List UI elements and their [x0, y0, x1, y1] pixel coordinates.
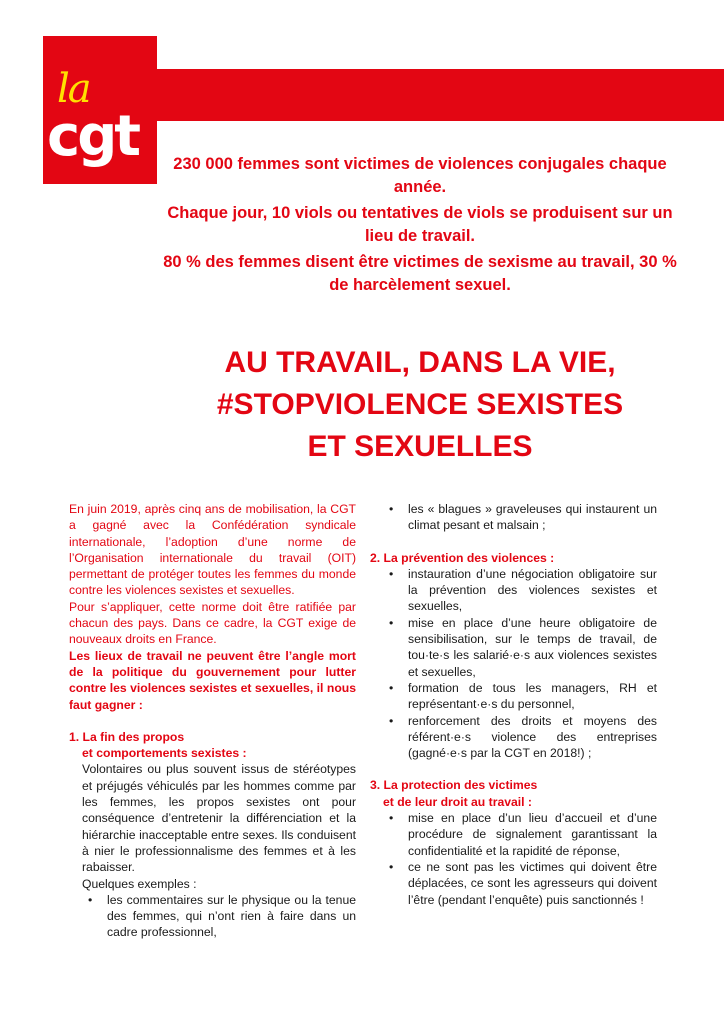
bullet-icon: • [389, 811, 394, 826]
title-line-3: ET SEXUELLES [307, 430, 533, 463]
intro-stat-1: 230 000 femmes sont victimes de violences conjugales chaque année. [173, 155, 667, 196]
bullet-icon: • [389, 680, 394, 695]
title-line-2: #STOPVIOLENCE SEXISTES [216, 388, 624, 421]
section-1-heading-line-1: 1. La fin des propos [69, 729, 185, 744]
list-item: • mise en place d’une heure obligatoire de sensibilisation, sur le temps de travail, de tou·te·s les salarié·e·s aux violences sexistes et sexuelles, [389, 615, 657, 679]
list-item: • instauration d’une négociation obligatoire sur la prévention des violences sexistes et sexuelles, [389, 566, 657, 614]
header-red-band [155, 69, 724, 121]
bullet-icon: • [88, 892, 93, 907]
intro-stat-2: Chaque jour, 10 viols ou tentatives de viols se produisent sur un lieu de travail. [167, 204, 673, 245]
logo-cgt-text: cgt [47, 104, 139, 169]
bullet-icon: • [389, 566, 394, 581]
demands-paragraph: Les lieux de travail ne peuvent être l’angle mort de la politique du gouvernement pour lutter contre les violences sexistes et sexuelles, il nous faut gagner : [69, 648, 356, 712]
ratification-paragraph: Pour s’appliquer, cette norme doit être ratifiée par chacun des pays. Dans ce cadre, la CGT exige de nouveaux droits en France. [69, 599, 356, 647]
logo-la-text: la [57, 66, 90, 112]
bullet-icon: • [389, 615, 394, 630]
intro-stat-3: 80 % des femmes disent être victimes de sexisme au travail, 30 % de harcèlement sexuel. [163, 253, 677, 294]
examples-list-continued [370, 501, 657, 534]
section-1-heading-line-2: et comportements sexistes : [82, 746, 247, 761]
section-1-text: Volontaires ou plus souvent issus de stéréotypes et préjugés véhiculés par les hommes comme par les femmes, les propos sexistes ont pour conséquence d’entretenir la différenciation et la hiérarchie inacceptable entre sexes. Ils conduisent à nier le professionnalisme des femmes et à les rabaisser. [82, 762, 356, 875]
examples-label: Quelques exemples : [82, 876, 197, 891]
intro-statistics [160, 153, 680, 300]
list-item: • mise en place d’un lieu d’accueil et d’une procédure de signalement garantissant la confidentialité et la rapidité de réponse, [389, 811, 657, 858]
cgt-logo [43, 36, 157, 184]
bullet-icon: • [389, 713, 394, 728]
list-item: • ce ne sont pas les victimes qui doivent être déplacées, ce sont les agresseurs qui doivent l’être (pendant l’enquête) puis sanctionnés ! [389, 859, 657, 907]
examples-list [69, 892, 356, 941]
list-item: • les commentaires sur le physique ou la tenue des femmes, qui n’ont rien à faire dans un cadre professionnel, [88, 892, 356, 940]
protection-list [370, 810, 657, 908]
list-item: • formation de tous les managers, RH et représentant·e·s du personnel, [389, 680, 657, 712]
list-item: • renforcement des droits et moyens des référent·e·s violence des entreprises (gagné·e·s par la CGT en 2018!) ; [389, 713, 657, 761]
page-title [140, 342, 700, 468]
prevention-list [370, 566, 657, 762]
intro-paragraph: En juin 2019, après cinq ans de mobilisation, la CGT a gagné avec la Confédération syndicale internationale, l’adoption d’une norme de l’Organisation internationale du travail (OIT) permettant de protéger toutes les femmes du monde contre les violences sexistes et sexuelles. [69, 502, 356, 598]
bullet-icon: • [389, 859, 394, 874]
bullet-icon: • [389, 502, 394, 516]
left-column [69, 501, 356, 941]
list-item: • les « blagues » graveleuses qui instaurent un climat pesant et malsain ; [389, 502, 657, 533]
section-3-heading-line-2: et de leur droit au travail : [383, 794, 532, 809]
right-column [370, 501, 657, 908]
title-line-1: AU TRAVAIL, DANS LA VIE, [224, 346, 616, 379]
section-2-heading: 2. La prévention des violences : [370, 550, 555, 565]
section-3-heading-line-1: 3. La protection des victimes [370, 778, 538, 793]
